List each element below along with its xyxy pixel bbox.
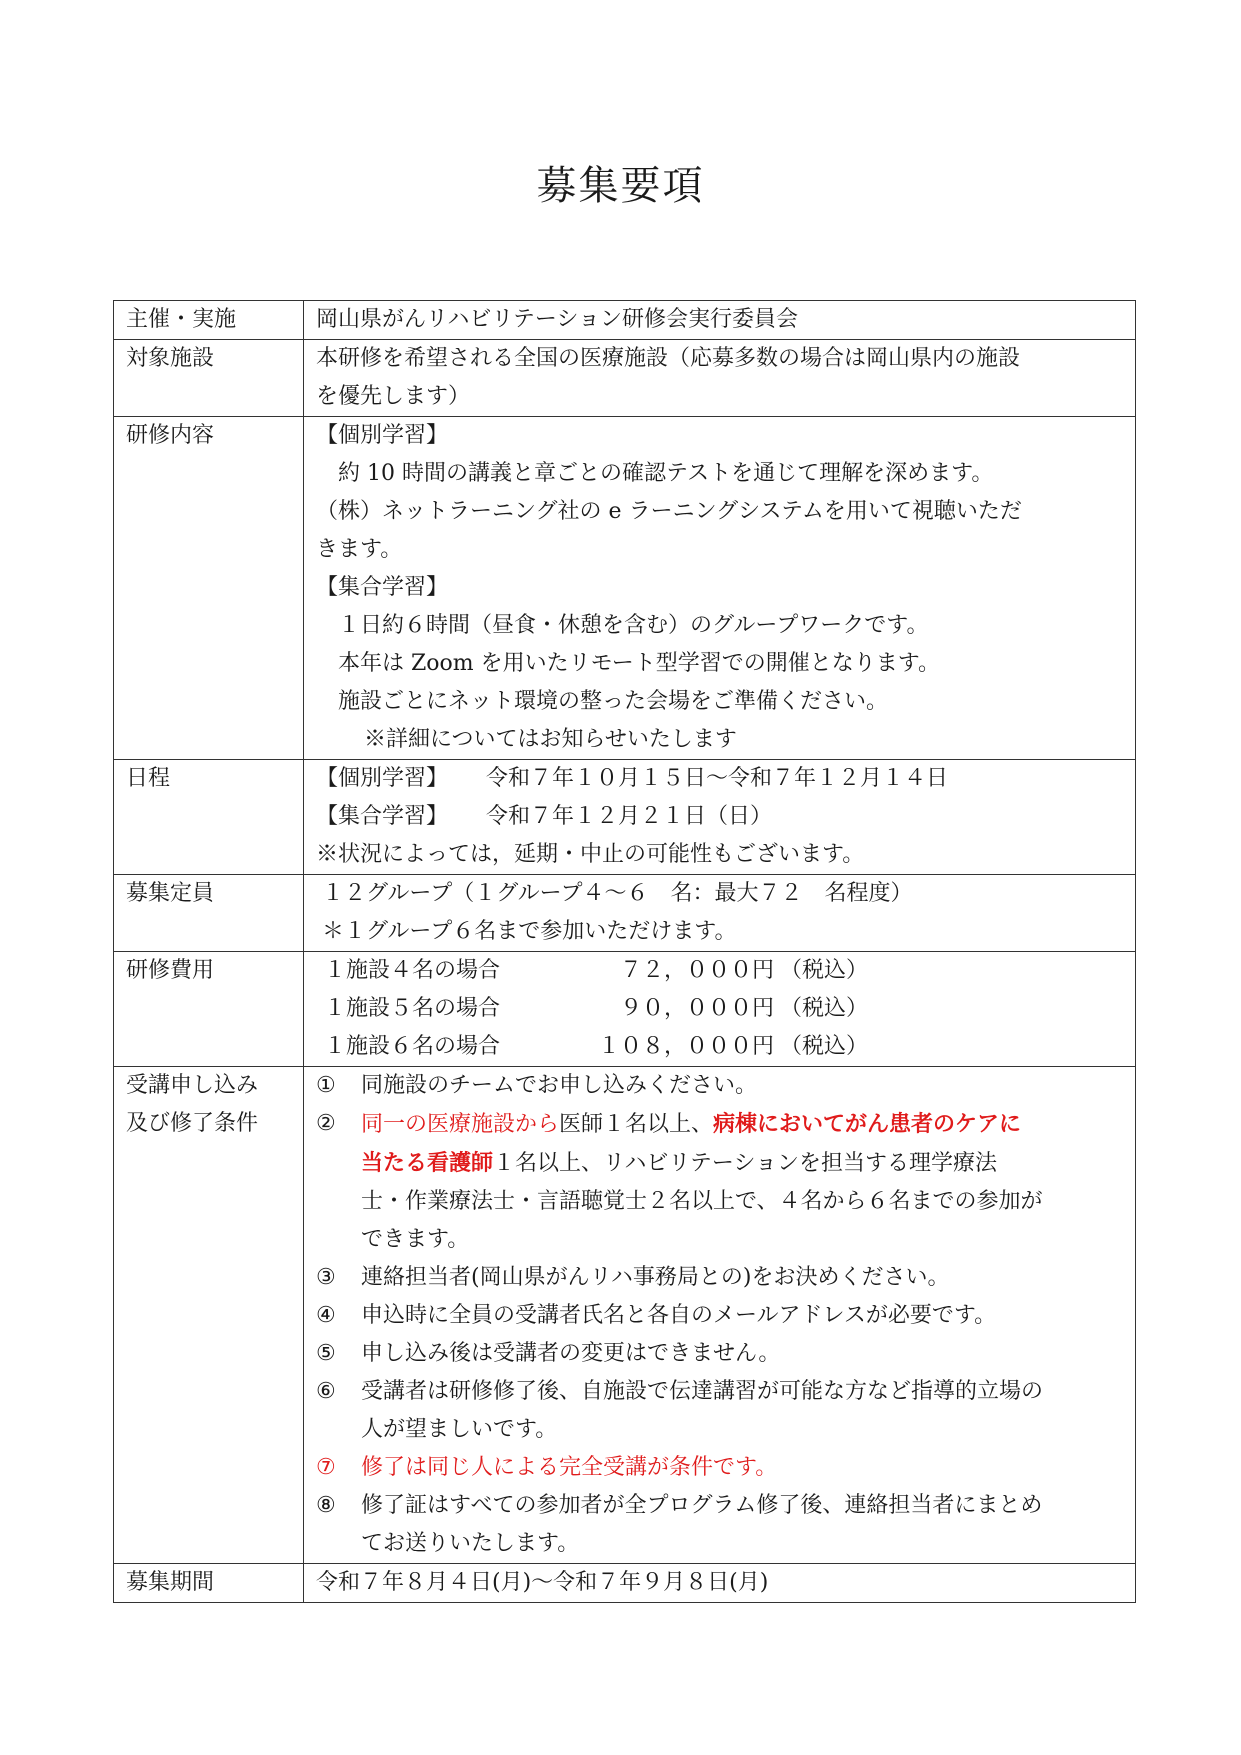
condition-number: ① [316,1073,336,1098]
label-period: 募集期間 [114,1564,304,1603]
row-fees [114,952,1136,1067]
condition-number: ③ [316,1265,336,1290]
content-note: ※詳細についてはお知らせいたします [364,727,737,752]
schedule-line [316,798,1123,836]
fee-value: ９０，０００円 [619,996,774,1021]
value-organizer: 岡山県がんリハビリテーション研修会実行委員会 [304,301,1136,340]
condition-line: てお送りいたします。 [361,1531,580,1556]
row-period [114,1564,1136,1603]
condition-line: 修了証はすべての参加者が全プログラム修了後、連絡担当者にまとめ [361,1493,1043,1518]
target-line: を優先します） [316,384,471,409]
condition-line: できます。 [361,1227,470,1252]
label-content: 研修内容 [114,417,304,760]
condition-item [316,1449,1123,1487]
fee-tax: （税込） [780,996,869,1021]
label-capacity: 募集定員 [114,875,304,952]
condition-number: ⑥ [316,1379,336,1404]
condition-item [316,1105,1123,1259]
condition-item [316,1373,1123,1449]
value-target [304,340,1136,417]
value-schedule [304,760,1136,875]
schedule-value: 令和７年１２月２１日（日） [486,804,773,829]
requirements-table [113,300,1136,1603]
label-conditions [114,1067,304,1564]
schedule-key: 【集合学習】 [316,804,449,829]
fee-tax: （税込） [780,1034,869,1059]
condition-item [316,1487,1123,1563]
value-fees [304,952,1136,1067]
fee-row [316,1028,1123,1066]
condition-line: 受講者は研修修了後、自施設で伝達講習が可能な方など指導的立場の [361,1379,1044,1404]
schedule-line [316,760,1123,798]
condition-item [316,1259,1123,1297]
content-line: 本年は Zoom を用いたリモート型学習での開催となります。 [338,651,940,676]
schedule-note: ※状況によっては，延期・中止の可能性もございます。 [316,842,865,867]
value-content [304,417,1136,760]
label-schedule: 日程 [114,760,304,875]
condition-number: ⑧ [316,1493,336,1518]
row-target [114,340,1136,417]
fee-value: ７２，０００円 [619,958,774,983]
value-capacity [304,875,1136,952]
row-schedule [114,760,1136,875]
value-conditions [304,1067,1136,1564]
condition-item [316,1297,1123,1335]
condition-number: ⑤ [316,1341,336,1366]
label-fees: 研修費用 [114,952,304,1067]
label-target: 対象施設 [114,340,304,417]
condition-item [316,1335,1123,1373]
condition-text: 同施設のチームでお申し込みください。 [361,1073,758,1098]
condition-emphasis-text: 当たる看護師 [361,1150,494,1176]
label-organizer: 主催・実施 [114,301,304,340]
condition-emphasis-text: 病棟においてがん患者のケアに [713,1111,1022,1137]
label-conditions-line: 受講申し込み [126,1073,259,1098]
row-conditions [114,1067,1136,1564]
condition-text [361,1105,1123,1259]
condition-line: 士・作業療法士・言語聴覚士２名以上で、４名から６名までの参加が [361,1189,1043,1214]
content-line: 約 10 時間の講義と章ごとの確認テストを通じて理解を深めます。 [338,461,994,486]
fee-row [316,990,1123,1028]
condition-text: 連絡担当者(岡山県がんリハ事務局との)をお決めください。 [361,1265,950,1290]
content-heading: 【集合学習】 [316,575,449,600]
value-period: 令和７年８月４日(月)～令和７年９月８日(月) [304,1564,1136,1603]
row-content [114,417,1136,760]
capacity-line: ＊１グループ６名まで参加いただけます。 [322,919,737,944]
condition-text [361,1487,1123,1563]
capacity-line: １２グループ（１グループ４～６ 名：最大７２ 名程度） [322,881,913,906]
content-line: １日約６時間（昼食・休憩を含む）のグループワークです。 [338,613,929,638]
condition-text: 申し込み後は受講者の変更はできません。 [361,1341,781,1366]
schedule-value: 令和７年１０月１５日～令和７年１２月１４日 [486,766,949,791]
content-line: 施設ごとにネット環境の整った会場をご準備ください。 [338,689,889,714]
condition-red-text: 同一の医療施設から [361,1112,560,1137]
condition-text: 修了は同じ人による完全受講が条件です。 [361,1455,778,1480]
condition-number: ⑦ [316,1455,336,1480]
row-capacity [114,875,1136,952]
condition-item [316,1067,1123,1105]
row-organizer [114,301,1136,340]
fee-row [316,952,1123,990]
condition-text [361,1373,1123,1449]
content-line: きます。 [316,537,403,562]
fee-value: １０８，０００円 [597,1034,774,1059]
fee-key: １施設６名の場合 [324,1034,501,1059]
fee-tax: （税込） [780,958,869,983]
schedule-key: 【個別学習】 [316,766,449,791]
target-line: 本研修を希望される全国の医療施設（応募多数の場合は岡山県内の施設 [316,346,1021,371]
content-heading: 【個別学習】 [316,423,449,448]
condition-plain-text: １名以上、リハビリテーションを担当する理学療法 [493,1151,998,1176]
condition-number: ② [316,1111,336,1136]
label-conditions-line: 及び修了条件 [126,1111,259,1136]
condition-plain-text: 医師１名以上、 [559,1112,714,1137]
condition-number: ④ [316,1303,336,1328]
fee-key: １施設５名の場合 [324,996,501,1021]
content-line: （株）ネットラーニング社の e ラーニングシステムを用いて視聴いただ [316,499,1022,524]
condition-line: 人が望ましいです。 [361,1417,558,1442]
page-title: 募集要項 [536,163,705,209]
fee-key: １施設４名の場合 [324,958,501,983]
condition-text: 申込時に全員の受講者氏名と各自のメールアドレスが必要です。 [361,1303,997,1328]
